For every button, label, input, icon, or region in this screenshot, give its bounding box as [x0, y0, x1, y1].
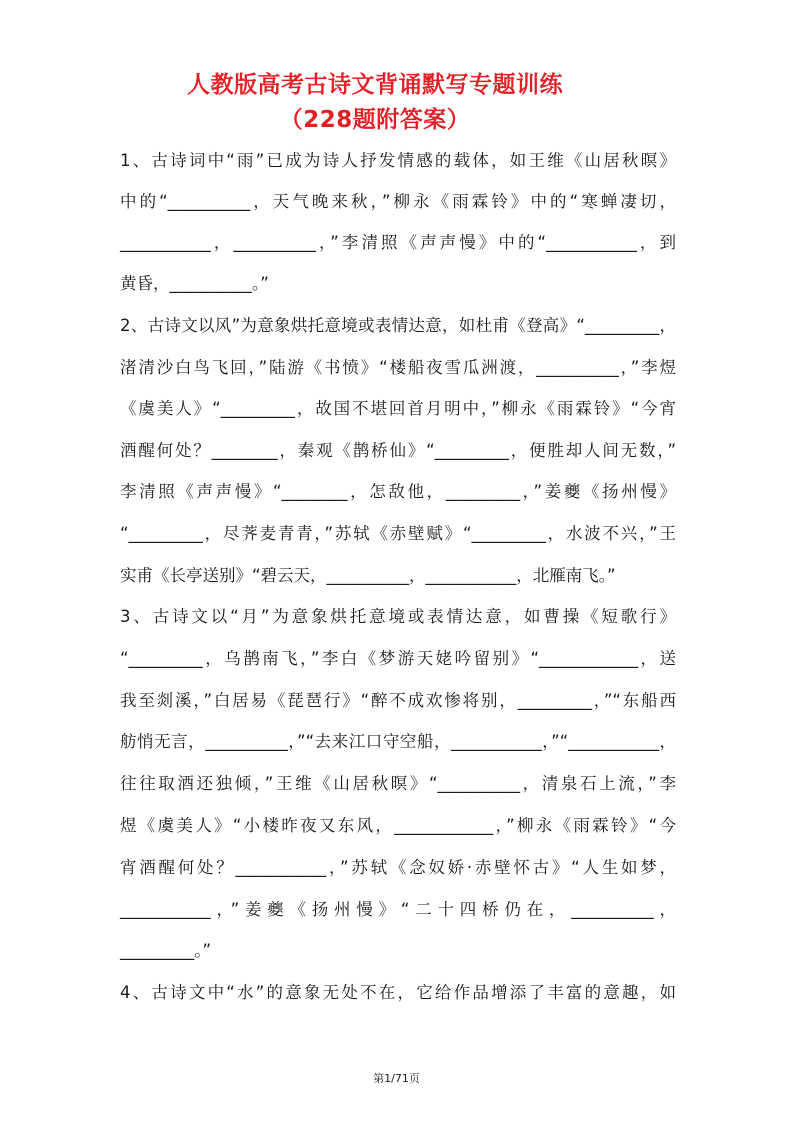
document-title: 人教版高考古诗文背诵默写专题训练	[187, 72, 563, 98]
text-line: 实甫《长亭送别》“碧云天，__________，___________，北雁南飞。”	[120, 566, 616, 585]
text-line: 往往取酒还独倾，”王维《山居秋暝》“__________，清泉石上流，”李	[120, 774, 676, 793]
document-subtitle: （228题附答案）	[279, 107, 471, 133]
text-line: 2、古诗文以风”为意象烘托意境或表情达意，如杜甫《登高》“_________，	[120, 316, 676, 335]
text-line: “_________，乌鹊南飞，”李白《梦游天姥吟留别》“____________，送	[120, 649, 676, 668]
text-line: “_________，尽荠麦青青，”苏轼《赤壁赋》“_________，水波不兴，”王	[120, 524, 676, 543]
text-line: ___________，__________，”李清照《声声慢》中的“___________，到	[120, 233, 676, 252]
text-line: 舫悄无言，__________，”“去来江口守空船，___________，”“___________，	[120, 732, 676, 751]
text-line: 3、古诗文以“月”为意象烘托意境或表情达意，如曹操《短歌行》	[120, 607, 676, 626]
text-line: 宵酒醒何处？___________，”苏轼《念奴娇·赤壁怀古》“人生如梦，	[120, 858, 676, 877]
text-line: 4、古诗文中“水”的意象无处不在，它给作品增添了丰富的意趣，如	[120, 983, 676, 1002]
text-line: 煜《虞美人》“小楼昨夜又东风，____________，”柳永《雨霖铃》“今	[120, 816, 676, 835]
text-line: ___________，”姜夔《扬州慢》“二十四桥仍在，__________，	[120, 900, 676, 919]
text-line: 我至剡溪，”白居易《琵琶行》“醉不成欢惨将别，_________，”“东船西	[120, 691, 676, 710]
text-line: 渚清沙白鸟飞回，”陆游《书愤》“楼船夜雪瓜洲渡，__________，”李煜	[120, 358, 676, 377]
text-line: _________。”	[120, 941, 212, 960]
text-line: 酒醒何处？________，秦观《鹊桥仙》“_________，便胜却人间无数，”	[120, 441, 676, 460]
text-line: 黄昏，__________。”	[120, 274, 269, 293]
text-line: 1、古诗词中“雨”已成为诗人抒发情感的载体，如王维《山居秋暝》	[120, 151, 676, 170]
page-number: 第1/71页	[373, 1072, 420, 1085]
text-line: 李清照《声声慢》“________，怎敌他，_________，”姜夔《扬州慢》	[120, 482, 676, 501]
text-line: 《虞美人》“_________，故国不堪回首月明中，”柳永《雨霖铃》“今宵	[120, 399, 676, 418]
text-line: 中的“__________，天气晚来秋，”柳永《雨霖铃》中的“寒蝉凄切，	[120, 192, 676, 211]
